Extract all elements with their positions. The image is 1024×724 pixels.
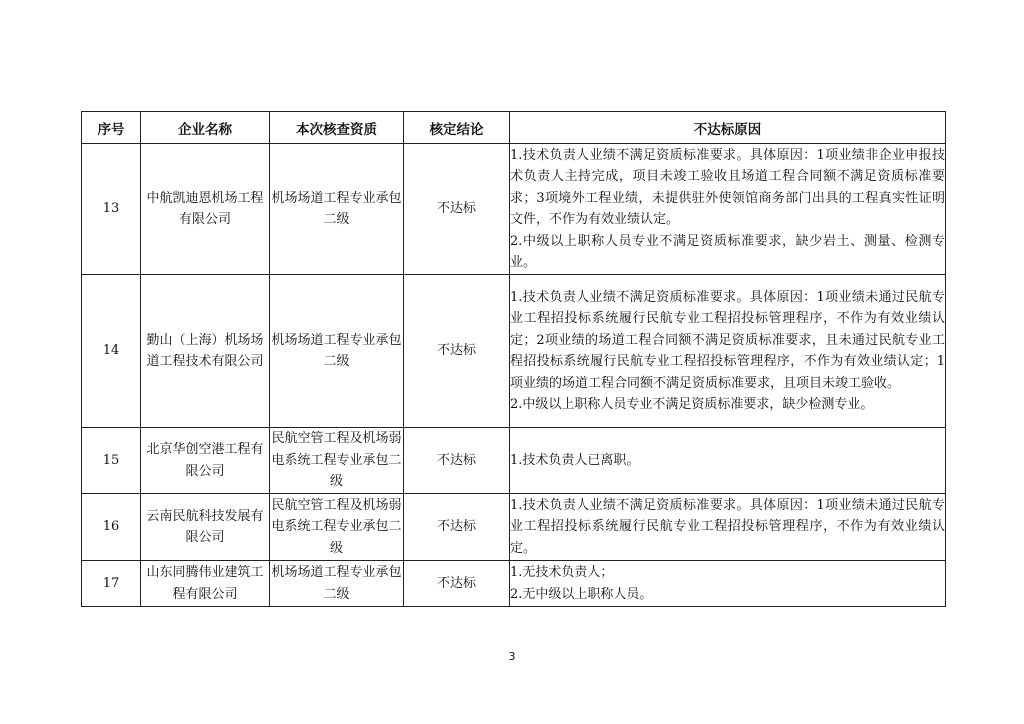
row-serial-number: 14 (82, 275, 141, 428)
reason-item: 1.无技术负责人； (510, 565, 614, 580)
row-company-name: 山东同腾伟业建筑工程有限公司 (141, 561, 270, 607)
table-row (82, 144, 946, 275)
row-qualification: 民航空管工程及机场弱电系统工程专业承包二级 (270, 494, 404, 561)
row-company-name: 勤山（上海）机场场道工程技术有限公司 (141, 275, 270, 428)
reason-item: 1.技术负责人业绩不满足资质标准要求。具体原因：1项业绩未通过民航专业工程招投标系统履行民航专业工程招投标管理程序，不作为有效业绩认定；2项业绩的场道工程合同额不满足资质标准要求，且未通过民航专业工程招投标系统履行民航专业工程招投标管理程序，不作为有效业绩认定；1项业绩的场道工程合同额不满足资质标准要求，且项目未竣工验收。 (510, 289, 945, 391)
reason-item: 1.技术负责人业绩不满足资质标准要求。具体原因：1项业绩未通过民航专业工程招投标系统履行民航专业工程招投标管理程序，不作为有效业绩认定。 (510, 497, 945, 556)
table-header-row (82, 112, 946, 144)
reason-item: 2.中级以上职称人员专业不满足资质标准要求，缺少岩土、测量、检测专业。 (510, 233, 945, 270)
header-conclusion: 核定结论 (404, 112, 510, 144)
page-number: 3 (508, 650, 516, 663)
header-qualification: 本次核查资质 (270, 112, 404, 144)
row-reasons (510, 494, 946, 561)
row-conclusion: 不达标 (404, 494, 510, 561)
table-row (82, 428, 946, 494)
row-company-name: 中航凯迪恩机场工程有限公司 (141, 144, 270, 275)
reason-item: 1.技术负责人已离职。 (510, 452, 640, 468)
row-serial-number: 13 (82, 144, 141, 275)
row-conclusion: 不达标 (404, 275, 510, 428)
row-qualification: 民航空管工程及机场弱电系统工程专业承包二级 (270, 428, 404, 494)
table-row (82, 561, 946, 607)
row-qualification: 机场场道工程专业承包二级 (270, 144, 404, 275)
reason-item: 2.中级以上职称人员专业不满足资质标准要求，缺少检测专业。 (510, 397, 874, 412)
header-failure-reason: 不达标原因 (510, 112, 946, 144)
qualification-review-table (81, 111, 946, 607)
row-company-name: 云南民航科技发展有限公司 (141, 494, 270, 561)
header-company-name: 企业名称 (141, 112, 270, 144)
header-serial-number: 序号 (82, 112, 141, 144)
reason-item: 1.技术负责人业绩不满足资质标准要求。具体原因：1项业绩非企业申报技术负责人主持完成，项目未竣工验收且场道工程合同额不满足资质标准要求；3项境外工程业绩，未提供驻外使领馆商务部门出具的工程真实性证明文件，不作为有效业绩认定。 (510, 147, 945, 227)
row-company-name: 北京华创空港工程有限公司 (141, 428, 270, 494)
row-serial-number: 17 (82, 561, 141, 607)
row-qualification: 机场场道工程专业承包二级 (270, 561, 404, 607)
row-conclusion: 不达标 (404, 144, 510, 275)
row-conclusion: 不达标 (404, 561, 510, 607)
row-reasons (510, 561, 946, 607)
row-reasons (510, 428, 946, 494)
table-row (82, 494, 946, 561)
row-serial-number: 16 (82, 494, 141, 561)
row-reasons (510, 275, 946, 428)
row-serial-number: 15 (82, 428, 141, 494)
row-conclusion: 不达标 (404, 428, 510, 494)
row-qualification: 机场场道工程专业承包二级 (270, 275, 404, 428)
row-reasons (510, 144, 946, 275)
reason-item: 2.无中级以上职称人员。 (510, 586, 653, 602)
table-row (82, 275, 946, 428)
